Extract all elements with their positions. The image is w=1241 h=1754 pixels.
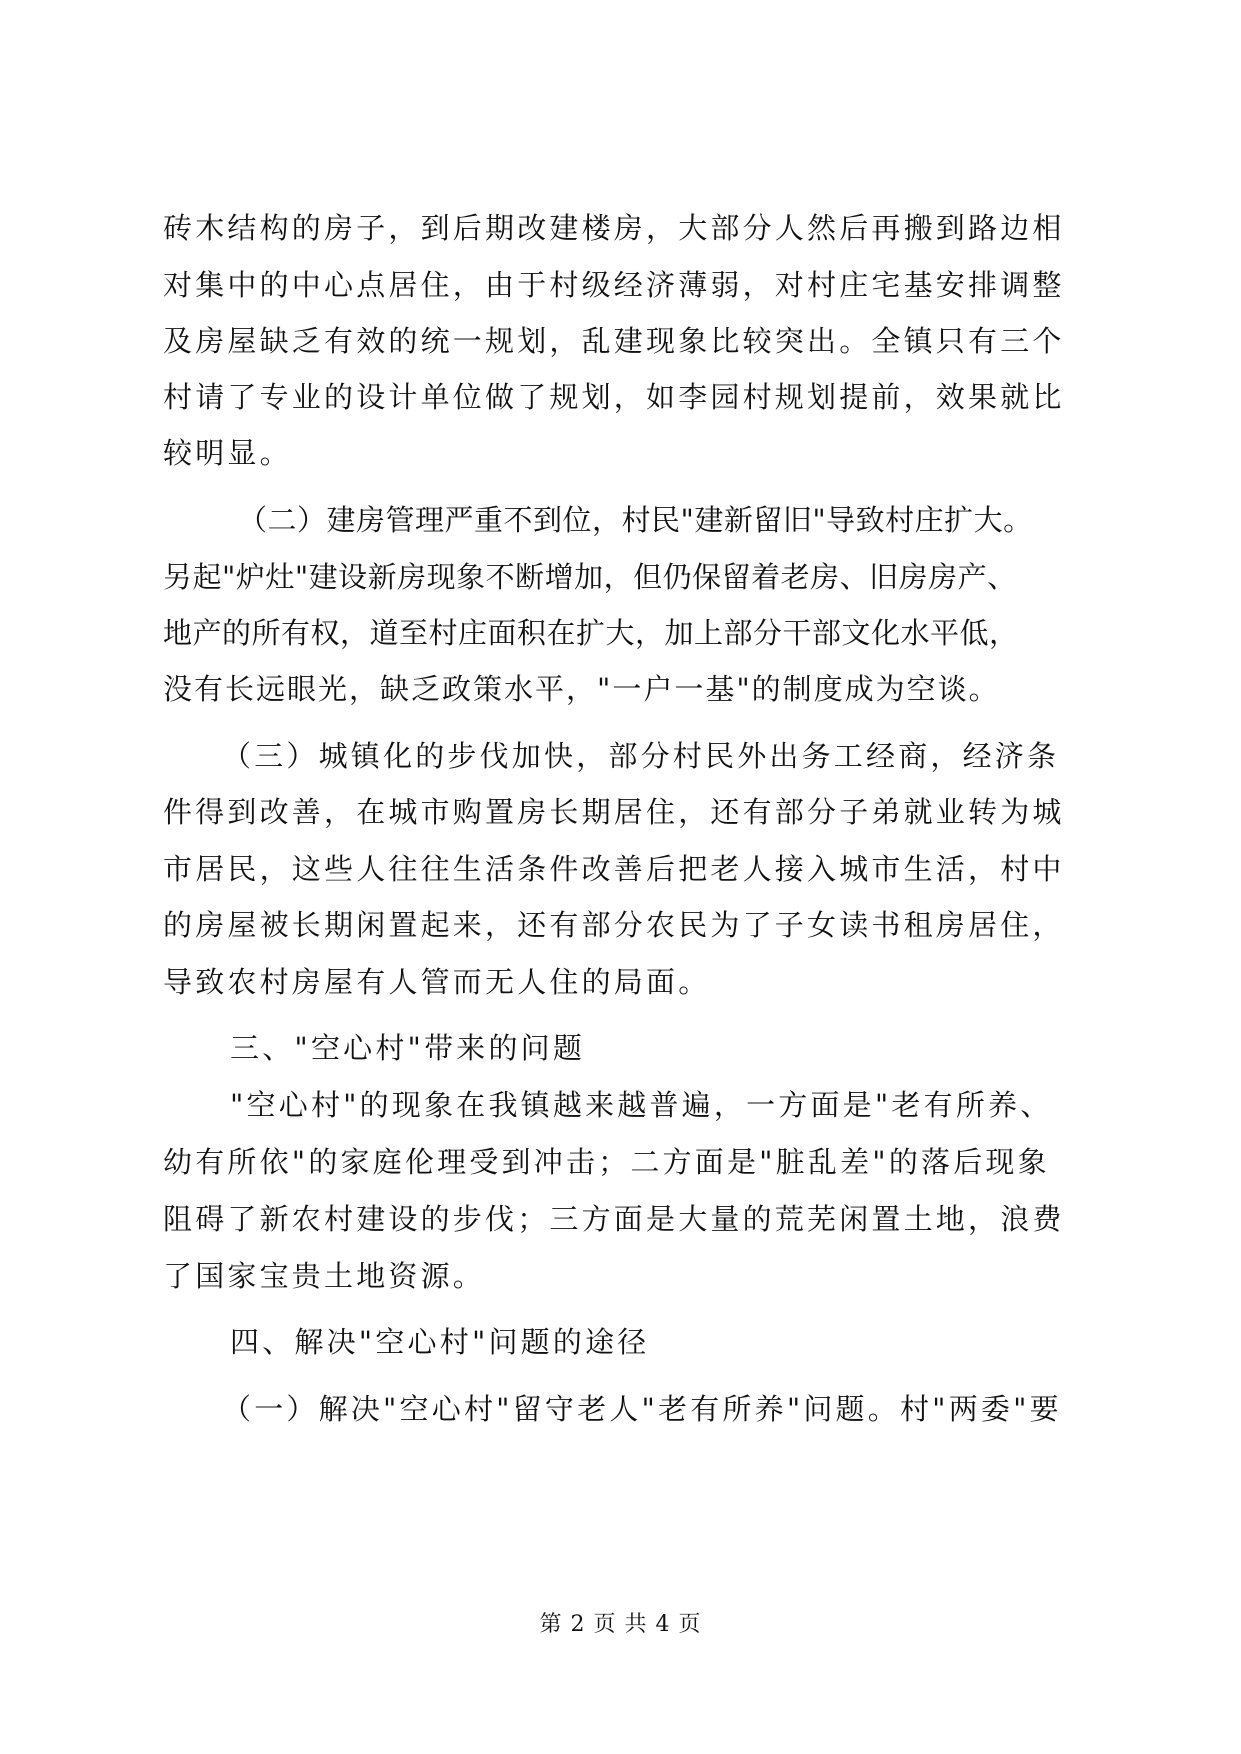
text-line: 较明显。	[163, 436, 292, 470]
text-line: 导致农村房屋有人管而无人住的局面。	[163, 965, 711, 999]
text-line: 另起"炉灶"建设新房现象不断增加，但仍保留着老房、旧房房产、	[163, 560, 1017, 594]
text-line: 及房屋缺乏有效的统一规划，乱建现象比较突出。全镇只有三个	[163, 324, 1065, 358]
section-heading-4-1: （一）解决"空心村"留守老人"老有所养"问题。村"两委"要	[222, 1392, 1062, 1426]
text-line: "空心村"的现象在我镇越来越普遍，一方面是"老有所养、	[230, 1088, 1053, 1122]
section-heading-2: （二）建房管理严重不到位，村民"建新留旧"导致村庄扩大。	[238, 503, 1033, 537]
text-line: 件得到改善，在城市购置房长期居住，还有部分子弟就业转为城	[163, 795, 1065, 829]
text-line: 阻碍了新农村建设的步伐；三方面是大量的荒芜闲置土地，浪费	[163, 1202, 1065, 1236]
chapter-heading-4: 四、解决"空心村"问题的途径	[230, 1325, 650, 1359]
text-line: 市居民，这些人往往生活条件改善后把老人接入城市生活，村中	[163, 852, 1065, 886]
text-line: 砖木结构的房子，到后期改建楼房，大部分人然后再搬到路边相	[163, 211, 1065, 245]
text-line: 没有长远眼光，缺乏政策水平，"一户一基"的制度成为空谈。	[163, 672, 1000, 706]
text-line: 对集中的中心点居住，由于村级经济薄弱，对村庄宅基安排调整	[163, 268, 1065, 302]
text-line: 幼有所依"的家庭伦理受到冲击；二方面是"脏乱差"的落后现象	[163, 1145, 1050, 1179]
page-number: 第 2 页 共 4 页	[539, 1612, 702, 1637]
text-line: 了国家宝贵土地资源。	[163, 1259, 486, 1293]
text-line: 的房屋被长期闲置起来，还有部分农民为了子女读书租房居住，	[163, 908, 1065, 942]
text-line: 地产的所有权，道至村庄面积在扩大，加上部分干部文化水平低，	[163, 616, 1019, 650]
section-heading-3: （三）城镇化的步伐加快，部分村民外出务工经商，经济条	[222, 739, 1060, 773]
text-line: 村请了专业的设计单位做了规划，如李园村规划提前，效果就比	[163, 380, 1065, 414]
chapter-heading-3: 三、"空心村"带来的问题	[230, 1031, 586, 1065]
